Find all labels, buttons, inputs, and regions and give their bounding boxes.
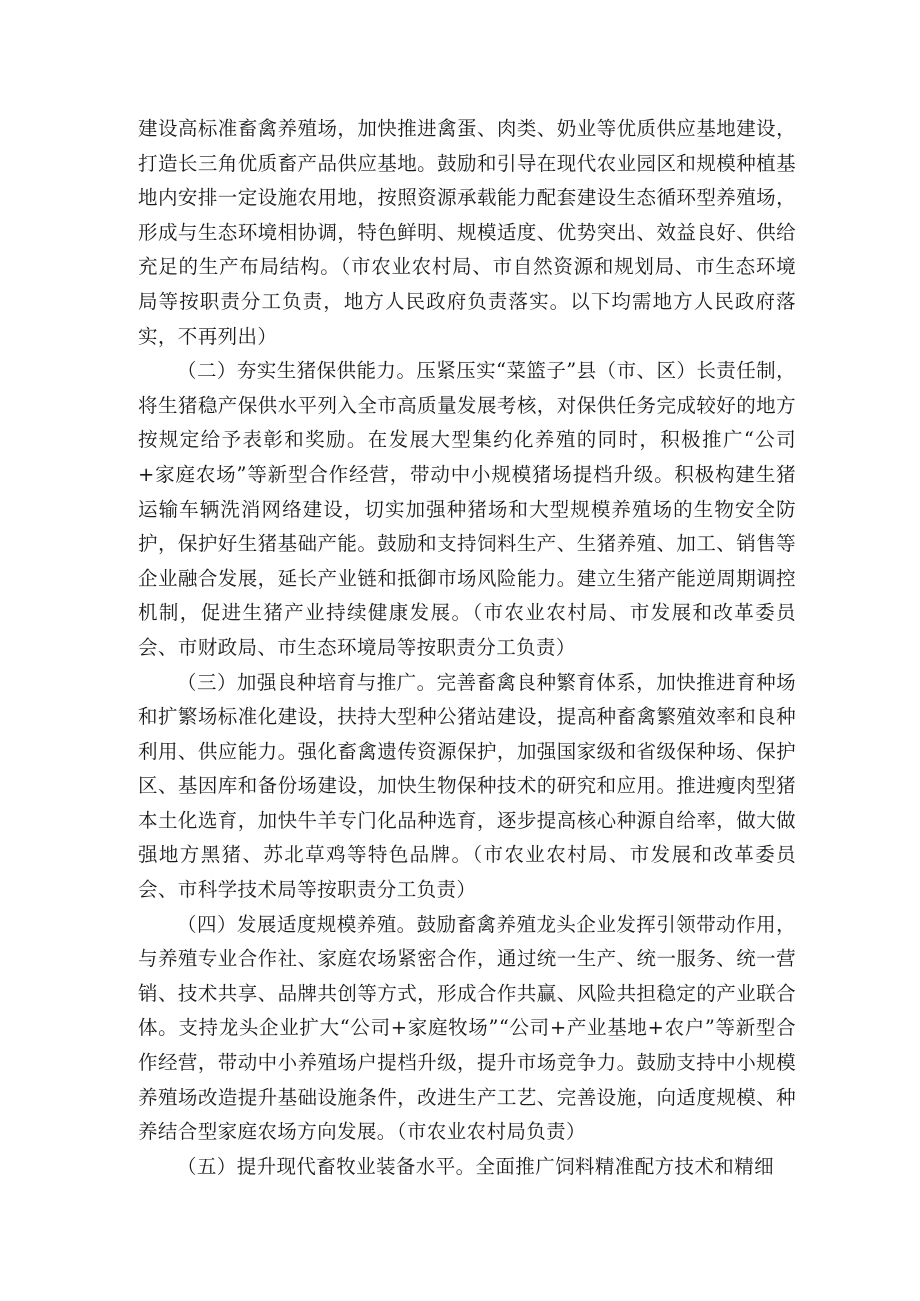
paragraph-section-2-pig-supply: （二）夯实生猪保供能力。压紧压实“菜篮子”县（市、区）长责任制，将生猪稳产保供水平列入全市高质量发展考核，对保供任务完成较好的地方按规定给予表彰和奖励。在发展大型集约化养殖的同时，积极推广“公司+家庭农场”等新型合作经营，带动中小规模猪场提档升级。积极构建生猪运输车辆洗消网络建设，切实加强种猪场和大型规模养殖场的生物安全防护，保护好生猪基础产能。鼓励和支持饲料生产、生猪养殖、加工、销售等企业融合发展，延长产业链和抵御市场风险能力。建立生猪产能逆周期调控机制，促进生猪产业持续健康发展。（市农业农村局、市发展和改革委员会、市财政局、市生态环境局等按职责分工负责） (138, 359, 796, 659)
document-body (138, 112, 796, 1184)
paragraph-continuation: 建设高标准畜禽养殖场，加快推进禽蛋、肉类、奶业等优质供应基地建设，打造长三角优质畜产品供应基地。鼓励和引导在现代农业园区和规模种植基地内安排一定设施农用地，按照资源承载能力配套建设生态循环型养殖场，形成与生态环境相协调，特色鲜明、规模适度、优势突出、效益良好、供给充足的生产布局结构。（市农业农村局、市自然资源和规划局、市生态环境局等按职责分工负责，地方人民政府负责落实。以下均需地方人民政府落实，不再列出） (138, 117, 796, 348)
paragraph-section-3-breeding: （三）加强良种培育与推广。完善畜禽良种繁育体系，加快推进育种场和扩繁场标准化建设，扶持大型种公猪站建设，提高种畜禽繁殖效率和良种利用、供应能力。强化畜禽遗传资源保护，加强国家级和省级保种场、保护区、基因库和备份场建设，加快生物保种技术的研究和应用。推进瘦肉型猪本土化选育，加快牛羊专门化品种选育，逐步提高核心种源自给率，做大做强地方黑猪、苏北草鸡等特色品牌。（市农业农村局、市发展和改革委员会、市科学技术局等按职责分工负责） (138, 670, 796, 902)
paragraph-section-4-scale-farming: （四）发展适度规模养殖。鼓励畜禽养殖龙头企业发挥引领带动作用，与养殖专业合作社、家庭农场紧密合作，通过统一生产、统一服务、统一营销、技术共享、品牌共创等方式，形成合作共赢、风险共担稳定的产业联合体。支持龙头企业扩大“公司+家庭牧场”“公司+产业基地+农户”等新型合作经营，带动中小养殖场户提档升级，提升市场竞争力。鼓励支持中小规模养殖场改造提升基础设施条件，改进生产工艺、完善设施，向适度规模、种养结合型家庭农场方向发展。（市农业农村局负责） (138, 912, 796, 1144)
paragraph-section-5-equipment: （五）提升现代畜牧业装备水平。全面推广饲料精准配方技术和精细 (177, 1154, 775, 1178)
